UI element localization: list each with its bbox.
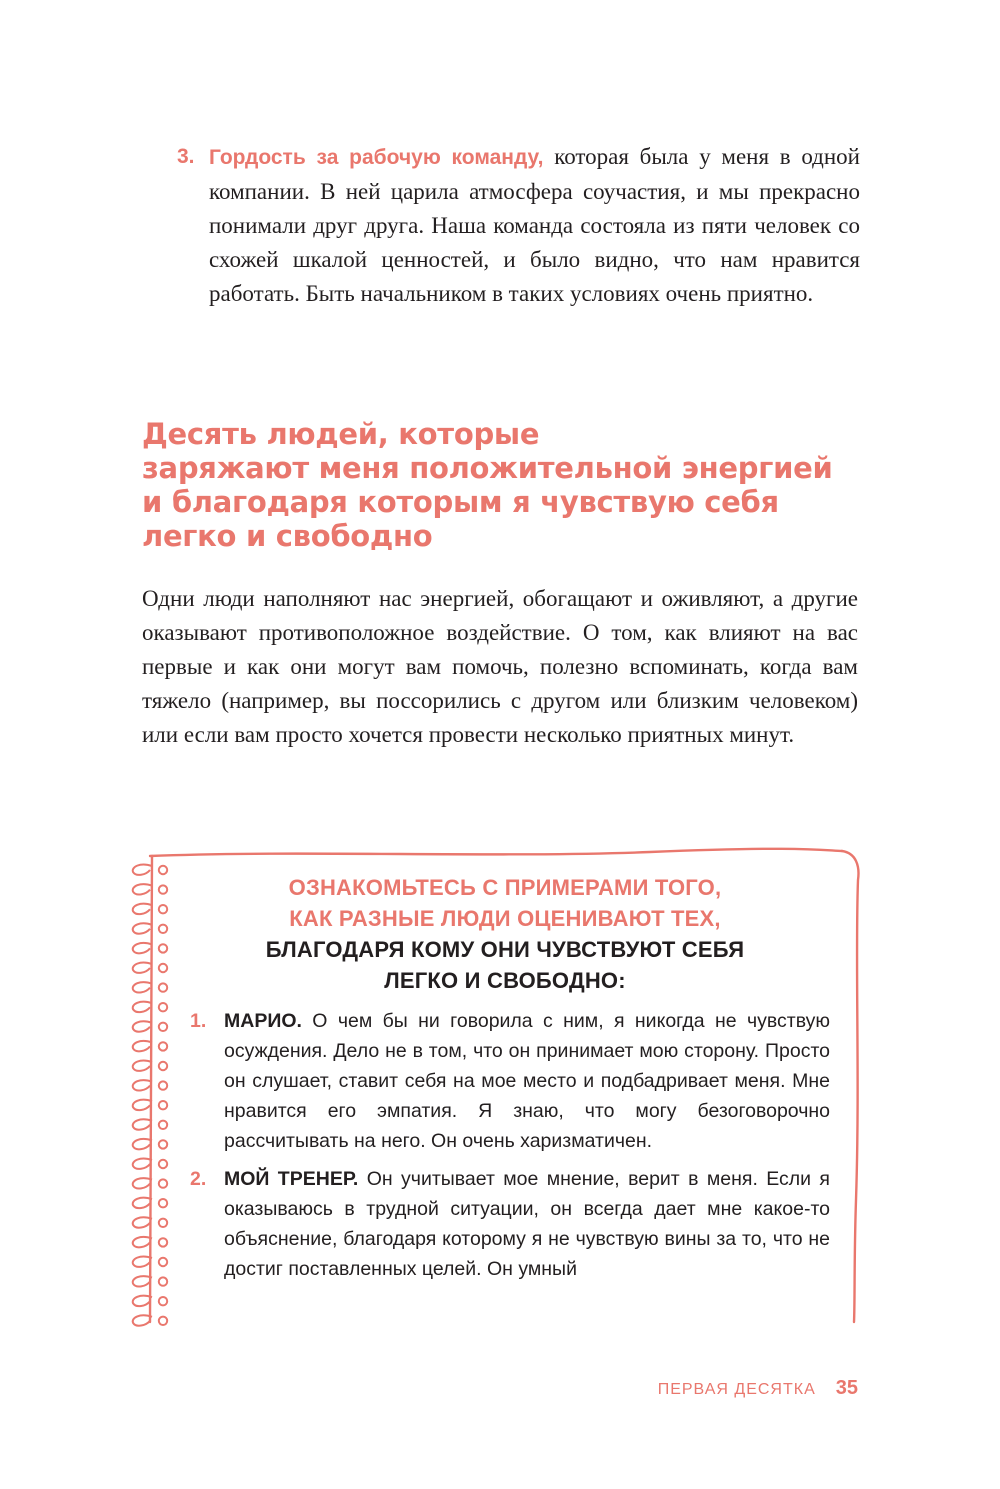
spiral-ring: [133, 1041, 152, 1051]
heading-line: и благодаря которым я чувствую себя: [142, 485, 779, 519]
box-title-line: ОЗНАКОМЬТЕСЬ С ПРИМЕРАМИ ТОГО,: [288, 875, 722, 900]
spiral-ring: [133, 1139, 152, 1149]
spiral-hole: [159, 1179, 167, 1187]
section-heading: [142, 417, 882, 553]
heading-line: Десять людей, которые: [142, 417, 540, 451]
spiral-hole: [159, 1003, 167, 1011]
item-text: которая была у меня в одной компании. В ней царила атмосфера соучастия, и мы прекрасно понимали друг друга. Наша команда состояла из пяти человек со схожей шкалой ценностей, и было видно, что нам нравится работать. Быть начальником в таких условиях очень приятно.: [209, 144, 860, 306]
spiral-hole: [159, 1042, 167, 1050]
spiral-ring: [133, 1100, 152, 1110]
box-title: [180, 872, 830, 996]
spiral-ring: [133, 923, 152, 933]
spiral-hole: [159, 1219, 167, 1227]
spiral-hole: [159, 944, 167, 952]
list-item: [180, 1164, 830, 1284]
box-title-line: КАК РАЗНЫЕ ЛЮДИ ОЦЕНИВАЮТ ТЕХ,: [289, 906, 721, 931]
list-item-number: 1.: [190, 1010, 207, 1032]
spiral-ring: [133, 1296, 152, 1306]
running-section-title: ПЕРВАЯ ДЕСЯТКА: [657, 1381, 816, 1398]
person-name: МОЙ ТРЕНЕР.: [224, 1168, 359, 1190]
spiral-hole: [159, 983, 167, 991]
spiral-hole: [159, 1062, 167, 1070]
spiral-ring: [133, 865, 152, 875]
spiral-ring: [133, 1315, 152, 1325]
item-lead: Гордость за рабочую команду,: [209, 146, 544, 169]
spiral-ring: [133, 904, 152, 914]
spiral-ring: [133, 1198, 152, 1208]
spiral-hole: [159, 1081, 167, 1089]
spiral-hole: [159, 1317, 167, 1325]
list-item-3: [177, 140, 860, 311]
spiral-ring: [133, 1237, 152, 1247]
spiral-ring: [133, 1021, 152, 1031]
person-name: МАРИО.: [224, 1010, 302, 1032]
frame-left-edge: [150, 856, 152, 1322]
page-number: 35: [835, 1377, 858, 1399]
spiral-hole: [159, 1238, 167, 1246]
list-item-text: Он учитывает мое мнение, верит в меня. Если я оказываюсь в трудной ситуации, он всегда дает мне какое-то объяснение, благодаря которому я не чувствую вины за то, что не достиг поставленных целей. Он умный: [224, 1168, 830, 1280]
spiral-hole: [159, 1199, 167, 1207]
spiral-ring: [133, 1276, 152, 1286]
frame-right-edge: [842, 851, 858, 1322]
spiral-ring: [133, 1061, 152, 1071]
list-item: [180, 1006, 830, 1156]
box-title-line: ЛЕГКО И СВОБОДНО:: [384, 968, 626, 993]
spiral-hole: [159, 1101, 167, 1109]
spiral-ring: [133, 884, 152, 894]
spiral-hole: [159, 905, 167, 913]
page-footer: [658, 1377, 858, 1400]
spiral-ring: [133, 943, 152, 953]
spiral-ring: [133, 963, 152, 973]
spiral-hole: [159, 1160, 167, 1168]
spiral-ring: [133, 1257, 152, 1267]
box-title-line: БЛАГОДАРЯ КОМУ ОНИ ЧУВСТВУЮТ СЕБЯ: [265, 937, 745, 962]
heading-line: легко и свободно: [142, 519, 433, 553]
spiral-ring: [133, 1080, 152, 1090]
spiral-hole: [159, 925, 167, 933]
frame-top-edge: [150, 849, 842, 856]
examples-list: [180, 1006, 830, 1284]
spiral-hole: [159, 964, 167, 972]
spiral-hole: [159, 1297, 167, 1305]
heading-line: заряжают меня положительной энергией: [142, 451, 833, 485]
spiral-hole: [159, 1258, 167, 1266]
spiral-binding: [133, 865, 167, 1326]
spiral-ring: [133, 1217, 152, 1227]
spiral-ring: [133, 1002, 152, 1012]
spiral-hole: [159, 1277, 167, 1285]
spiral-hole: [159, 1023, 167, 1031]
item-number: 3.: [177, 145, 195, 168]
spiral-hole: [159, 866, 167, 874]
spiral-ring: [133, 1178, 152, 1188]
spiral-hole: [159, 1121, 167, 1129]
spiral-ring: [133, 982, 152, 992]
list-item-number: 2.: [190, 1168, 207, 1190]
list-item-text: О чем бы ни говорила с ним, я никогда не чувствую осуждения. Дело не в том, что он принимает мою сторону. Просто он слушает, ставит себя на мое место и подбадривает меня. Мне нравится его эмпатия. Я знаю, что могу безоговорочно рассчитывать на него. Он очень харизматичен.: [224, 1010, 830, 1152]
examples-box: [180, 872, 830, 1292]
spiral-ring: [133, 1159, 152, 1169]
spiral-ring: [133, 1119, 152, 1129]
spiral-hole: [159, 885, 167, 893]
item-body: [177, 140, 860, 311]
spiral-hole: [159, 1140, 167, 1148]
intro-paragraph: Одни люди наполняют нас энергией, обогащают и оживляют, а другие оказывают противоположное воздействие. О том, как влияют на вас первые и как они могут вам помочь, полезно вспоминать, когда вам тяжело (например, вы поссорились с другом или близким человеком) или если вам просто хочется провести несколько приятных минут.: [142, 586, 858, 747]
